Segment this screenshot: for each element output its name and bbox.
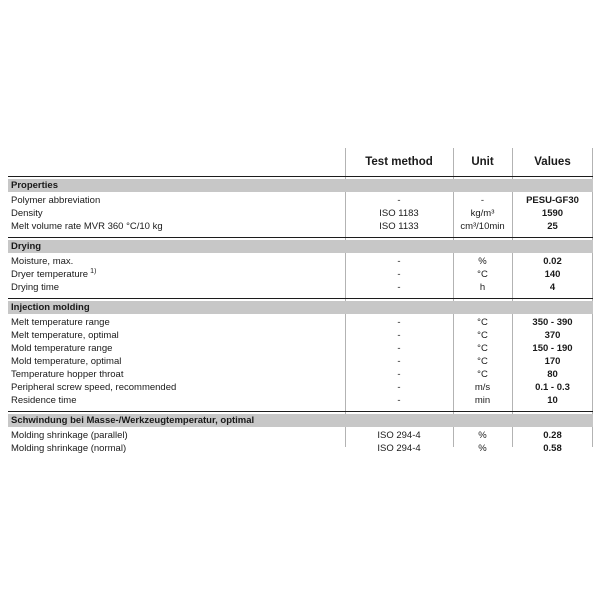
property-value: 0.1 - 0.3 — [535, 382, 570, 393]
test-method-value: - — [397, 330, 401, 341]
table-body — [8, 176, 593, 455]
property-label — [8, 442, 345, 455]
property-value: 4 — [549, 282, 556, 293]
unit-value: cm³/10min — [460, 221, 505, 232]
property-label — [8, 342, 345, 355]
table-row — [8, 394, 593, 407]
property-value: 150 - 190 — [532, 343, 573, 354]
test-method-value: ISO 294-4 — [377, 443, 421, 454]
section-title: Injection molding — [8, 301, 593, 314]
test-method-value: - — [397, 369, 401, 380]
property-label — [8, 355, 345, 368]
table-row — [8, 368, 593, 381]
property-label-text: Melt temperature, optimal — [11, 330, 119, 341]
table-row — [8, 429, 593, 442]
table-row — [8, 268, 593, 281]
property-value: 0.58 — [543, 443, 562, 454]
test-method-value: - — [397, 256, 401, 267]
property-label-text: Molding shrinkage (normal) — [11, 443, 127, 454]
unit-value: h — [479, 282, 486, 293]
column-header-values: Values — [534, 156, 571, 168]
unit-value: % — [478, 443, 487, 454]
unit-value: °C — [477, 369, 488, 380]
property-value: 350 - 390 — [532, 317, 573, 328]
table-row — [8, 220, 593, 233]
property-label — [8, 368, 345, 381]
column-header-unit: Unit — [471, 156, 494, 168]
property-label — [8, 429, 345, 442]
table-row — [8, 281, 593, 294]
table-row — [8, 194, 593, 207]
test-method-value: - — [397, 395, 401, 406]
table-row — [8, 316, 593, 329]
property-label-text: Mold temperature range — [11, 343, 113, 354]
property-label-text: Melt temperature range — [11, 317, 110, 328]
unit-value: °C — [477, 343, 488, 354]
test-method-value: - — [397, 382, 401, 393]
table-row — [8, 381, 593, 394]
property-label-text: Polymer abbreviation — [11, 195, 101, 206]
section — [8, 176, 593, 233]
section — [8, 298, 593, 407]
property-label — [8, 394, 345, 407]
property-value: 370 — [544, 330, 561, 341]
property-value: 140 — [544, 269, 561, 280]
table-row — [8, 355, 593, 368]
unit-value: kg/m³ — [470, 208, 495, 219]
unit-value: °C — [477, 330, 488, 341]
test-method-value: ISO 294-4 — [377, 430, 421, 441]
test-method-value: - — [397, 282, 401, 293]
test-method-value: ISO 1183 — [379, 208, 419, 219]
section — [8, 411, 593, 455]
unit-value: m/s — [474, 382, 491, 393]
property-label-text: Moisture, max. — [11, 256, 74, 267]
unit-value: °C — [477, 317, 488, 328]
property-label — [8, 255, 345, 268]
test-method-value: ISO 1133 — [379, 221, 419, 232]
property-value: 0.02 — [543, 256, 562, 267]
unit-value: - — [480, 195, 485, 206]
property-label — [8, 194, 345, 207]
test-method-value: - — [397, 195, 401, 206]
property-value: PESU-GF30 — [526, 195, 579, 206]
material-property-table — [8, 148, 593, 454]
unit-value: min — [474, 395, 491, 406]
property-value: 0.28 — [543, 430, 562, 441]
property-value: 10 — [547, 395, 558, 406]
section-title: Drying — [8, 240, 593, 253]
property-label-text: Temperature hopper throat — [11, 369, 124, 380]
property-label-text: Dryer temperature — [11, 269, 89, 280]
property-label — [8, 316, 345, 329]
table-row — [8, 207, 593, 220]
test-method-value: - — [397, 317, 401, 328]
property-label-text: Density — [11, 208, 43, 219]
property-label — [8, 207, 345, 220]
footnote-marker: 1) — [90, 268, 97, 275]
table-row — [8, 442, 593, 455]
property-label — [8, 268, 345, 281]
property-label — [8, 281, 345, 294]
property-value: 25 — [547, 221, 558, 232]
property-label-text: Residence time — [11, 395, 77, 406]
property-label-text: Mold temperature, optimal — [11, 356, 122, 367]
unit-value: °C — [477, 269, 488, 280]
table-row — [8, 255, 593, 268]
test-method-value: - — [397, 343, 401, 354]
table-row — [8, 342, 593, 355]
property-value: 80 — [547, 369, 558, 380]
unit-value: °C — [477, 356, 488, 367]
section-title: Properties — [8, 179, 593, 192]
unit-value: % — [478, 430, 487, 441]
table-header-row — [8, 148, 593, 176]
property-label-text: Drying time — [11, 282, 60, 293]
property-label-text: Molding shrinkage (parallel) — [11, 430, 128, 441]
column-header-test-method: Test method — [365, 156, 433, 168]
property-label-text: Peripheral screw speed, recommended — [11, 382, 177, 393]
section-title: Schwindung bei Masse-/Werkzeugtemperatur, optimal — [8, 414, 593, 427]
table-row — [8, 329, 593, 342]
property-value: 170 — [544, 356, 561, 367]
test-method-value: - — [397, 269, 401, 280]
test-method-value: - — [397, 356, 401, 367]
property-value: 1590 — [541, 208, 564, 219]
section — [8, 237, 593, 294]
property-label — [8, 381, 345, 394]
property-label-text: Melt volume rate MVR 360 °C/10 kg — [11, 221, 163, 232]
unit-value: % — [478, 256, 487, 267]
property-label — [8, 329, 345, 342]
property-label — [8, 220, 345, 233]
